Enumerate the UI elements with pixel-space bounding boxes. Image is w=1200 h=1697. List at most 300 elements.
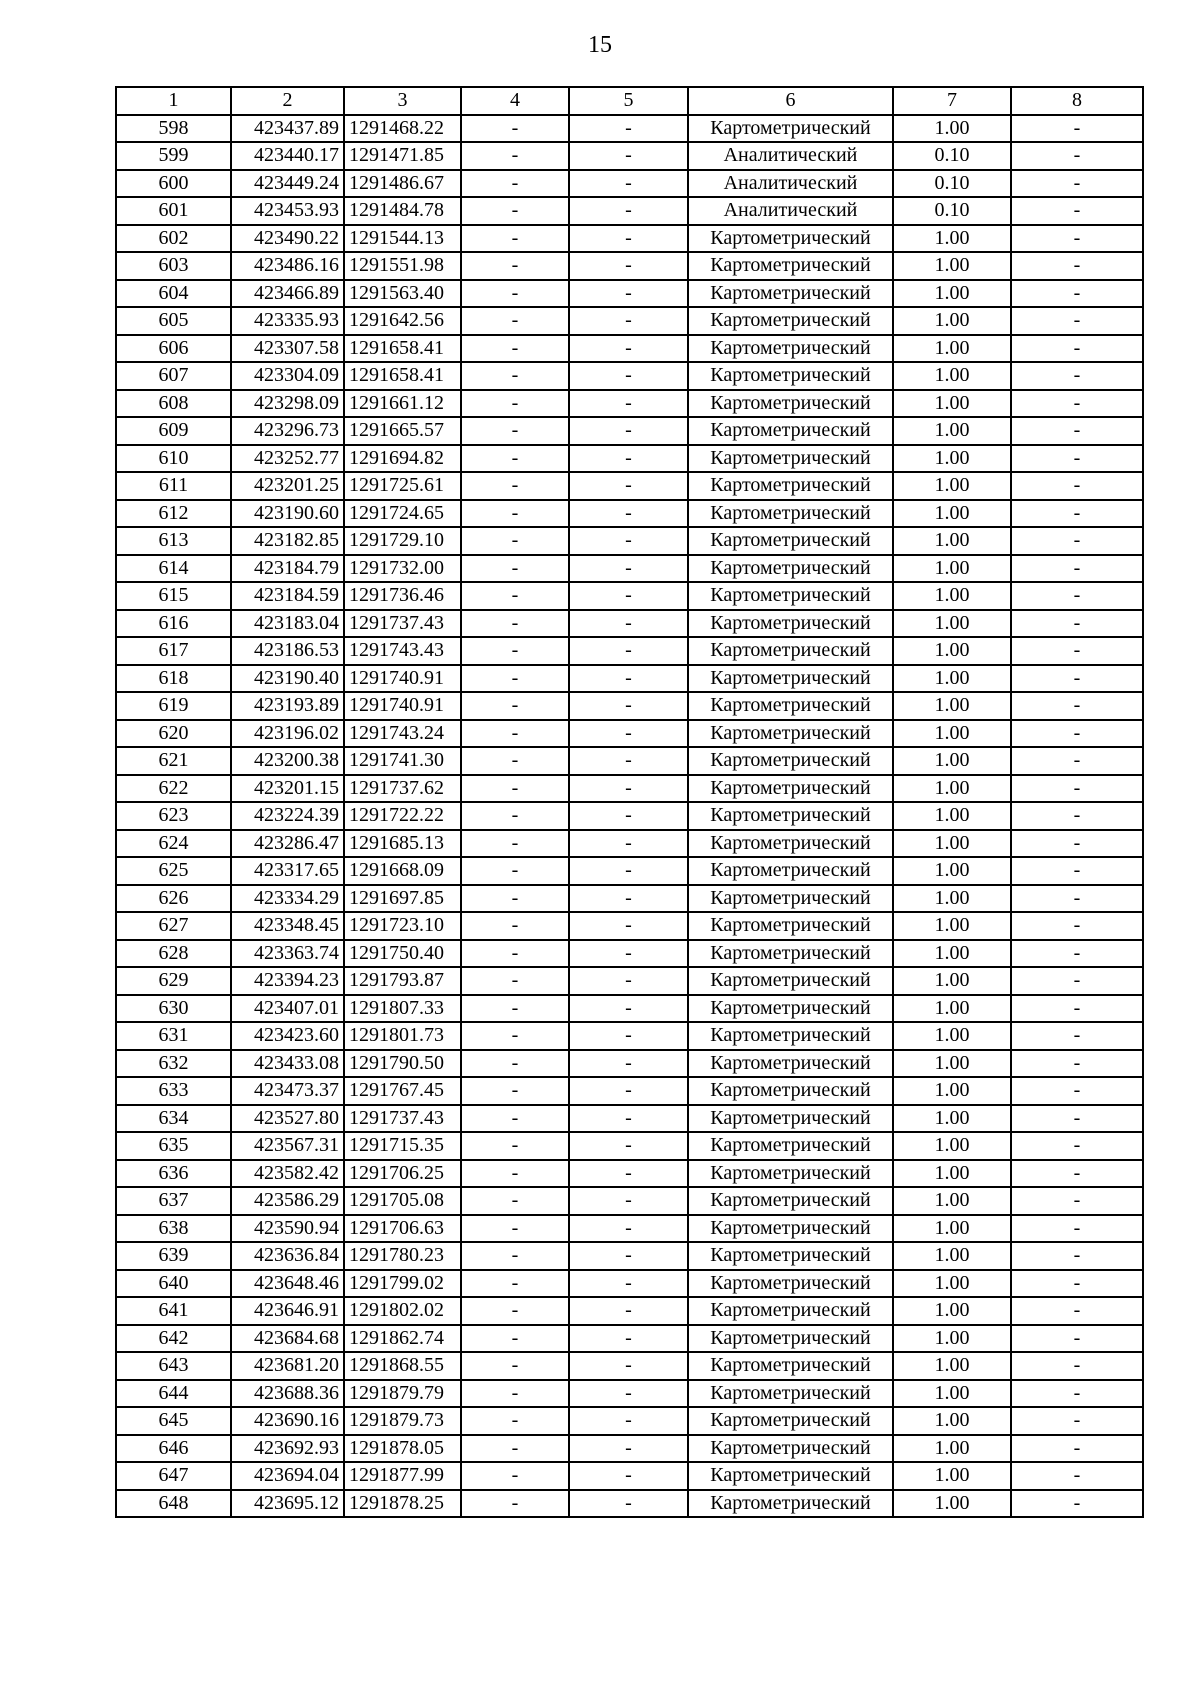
column-5-cell: -	[569, 1160, 688, 1188]
accuracy-cell: 1.00	[893, 665, 1011, 693]
column-4-cell: -	[461, 1297, 569, 1325]
column-5-cell: -	[569, 417, 688, 445]
column-4-cell: -	[461, 170, 569, 198]
x-coordinate-cell: 423681.20	[231, 1352, 344, 1380]
point-number-cell: 633	[116, 1077, 231, 1105]
point-number-cell: 646	[116, 1435, 231, 1463]
accuracy-cell: 1.00	[893, 252, 1011, 280]
method-cell: Картометрический	[688, 720, 893, 748]
x-coordinate-cell: 423298.09	[231, 390, 344, 418]
accuracy-cell: 1.00	[893, 390, 1011, 418]
y-coordinate-cell: 1291484.78	[344, 197, 461, 225]
method-cell: Картометрический	[688, 1187, 893, 1215]
column-4-cell: -	[461, 252, 569, 280]
x-coordinate-cell: 423307.58	[231, 335, 344, 363]
column-8-cell: -	[1011, 115, 1143, 143]
column-5-cell: -	[569, 362, 688, 390]
method-cell: Картометрический	[688, 995, 893, 1023]
method-cell: Картометрический	[688, 115, 893, 143]
table-row	[116, 747, 1143, 775]
column-4-cell: -	[461, 582, 569, 610]
x-coordinate-cell: 423190.60	[231, 500, 344, 528]
point-number-cell: 615	[116, 582, 231, 610]
column-5-cell: -	[569, 390, 688, 418]
column-8-cell: -	[1011, 362, 1143, 390]
column-8-cell: -	[1011, 1325, 1143, 1353]
table-row	[116, 1490, 1143, 1518]
column-8-cell: -	[1011, 1050, 1143, 1078]
table-row	[116, 252, 1143, 280]
column-5-cell: -	[569, 1215, 688, 1243]
y-coordinate-cell: 1291563.40	[344, 280, 461, 308]
column-8-cell: -	[1011, 1187, 1143, 1215]
column-8-cell: -	[1011, 637, 1143, 665]
accuracy-cell: 1.00	[893, 967, 1011, 995]
accuracy-cell: 1.00	[893, 885, 1011, 913]
point-number-cell: 623	[116, 802, 231, 830]
accuracy-cell: 1.00	[893, 1407, 1011, 1435]
x-coordinate-cell: 423184.59	[231, 582, 344, 610]
table-body	[116, 115, 1143, 1518]
point-number-cell: 630	[116, 995, 231, 1023]
method-cell: Картометрический	[688, 1105, 893, 1133]
column-4-cell: -	[461, 802, 569, 830]
column-8-cell: -	[1011, 1077, 1143, 1105]
x-coordinate-cell: 423694.04	[231, 1462, 344, 1490]
method-cell: Картометрический	[688, 637, 893, 665]
table-row	[116, 775, 1143, 803]
point-number-cell: 636	[116, 1160, 231, 1188]
column-4-cell: -	[461, 1050, 569, 1078]
column-8-cell: -	[1011, 967, 1143, 995]
column-4-cell: -	[461, 225, 569, 253]
method-cell: Картометрический	[688, 610, 893, 638]
x-coordinate-cell: 423453.93	[231, 197, 344, 225]
column-5-cell: -	[569, 1132, 688, 1160]
table-row	[116, 1325, 1143, 1353]
y-coordinate-cell: 1291725.61	[344, 472, 461, 500]
table-row	[116, 885, 1143, 913]
point-number-cell: 641	[116, 1297, 231, 1325]
column-4-cell: -	[461, 390, 569, 418]
page-number: 15	[588, 32, 612, 58]
x-coordinate-cell: 423433.08	[231, 1050, 344, 1078]
column-5-cell: -	[569, 747, 688, 775]
table-row	[116, 830, 1143, 858]
column-8-cell: -	[1011, 802, 1143, 830]
y-coordinate-cell: 1291551.98	[344, 252, 461, 280]
method-cell: Картометрический	[688, 1022, 893, 1050]
x-coordinate-cell: 423567.31	[231, 1132, 344, 1160]
column-5-cell: -	[569, 940, 688, 968]
y-coordinate-cell: 1291750.40	[344, 940, 461, 968]
column-8-cell: -	[1011, 1297, 1143, 1325]
column-8-cell: -	[1011, 885, 1143, 913]
x-coordinate-cell: 423296.73	[231, 417, 344, 445]
accuracy-cell: 1.00	[893, 1050, 1011, 1078]
y-coordinate-cell: 1291740.91	[344, 692, 461, 720]
column-8-cell: -	[1011, 417, 1143, 445]
point-number-cell: 635	[116, 1132, 231, 1160]
accuracy-cell: 1.00	[893, 995, 1011, 1023]
column-5-cell: -	[569, 1435, 688, 1463]
y-coordinate-cell: 1291780.23	[344, 1242, 461, 1270]
column-4-cell: -	[461, 967, 569, 995]
y-coordinate-cell: 1291743.43	[344, 637, 461, 665]
column-4-cell: -	[461, 720, 569, 748]
point-number-cell: 624	[116, 830, 231, 858]
x-coordinate-cell: 423466.89	[231, 280, 344, 308]
x-coordinate-cell: 423286.47	[231, 830, 344, 858]
table-row	[116, 280, 1143, 308]
y-coordinate-cell: 1291661.12	[344, 390, 461, 418]
column-4-cell: -	[461, 665, 569, 693]
column-4-cell: -	[461, 1160, 569, 1188]
column-5-cell: -	[569, 692, 688, 720]
column-4-cell: -	[461, 1380, 569, 1408]
point-number-cell: 621	[116, 747, 231, 775]
accuracy-cell: 1.00	[893, 1270, 1011, 1298]
point-number-cell: 614	[116, 555, 231, 583]
x-coordinate-cell: 423252.77	[231, 445, 344, 473]
x-coordinate-cell: 423582.42	[231, 1160, 344, 1188]
method-cell: Картометрический	[688, 747, 893, 775]
x-coordinate-cell: 423183.04	[231, 610, 344, 638]
x-coordinate-cell: 423407.01	[231, 995, 344, 1023]
method-cell: Картометрический	[688, 1352, 893, 1380]
column-4-cell: -	[461, 1077, 569, 1105]
column-5-cell: -	[569, 802, 688, 830]
column-5-cell: -	[569, 225, 688, 253]
method-cell: Картометрический	[688, 802, 893, 830]
column-8-cell: -	[1011, 472, 1143, 500]
column-5-cell: -	[569, 335, 688, 363]
x-coordinate-cell: 423394.23	[231, 967, 344, 995]
point-number-cell: 639	[116, 1242, 231, 1270]
accuracy-cell: 1.00	[893, 1380, 1011, 1408]
column-8-cell: -	[1011, 995, 1143, 1023]
column-8-cell: -	[1011, 335, 1143, 363]
column-4-cell: -	[461, 1132, 569, 1160]
accuracy-cell: 1.00	[893, 912, 1011, 940]
column-4-cell: -	[461, 1435, 569, 1463]
y-coordinate-cell: 1291544.13	[344, 225, 461, 253]
column-4-cell: -	[461, 1490, 569, 1518]
header-cell: 8	[1011, 87, 1143, 115]
column-4-cell: -	[461, 912, 569, 940]
method-cell: Картометрический	[688, 1297, 893, 1325]
column-5-cell: -	[569, 555, 688, 583]
x-coordinate-cell: 423440.17	[231, 142, 344, 170]
header-cell: 5	[569, 87, 688, 115]
point-number-cell: 612	[116, 500, 231, 528]
table-row	[116, 1077, 1143, 1105]
point-number-cell: 640	[116, 1270, 231, 1298]
column-5-cell: -	[569, 1380, 688, 1408]
point-number-cell: 608	[116, 390, 231, 418]
method-cell: Картометрический	[688, 1435, 893, 1463]
method-cell: Картометрический	[688, 1407, 893, 1435]
method-cell: Картометрический	[688, 280, 893, 308]
accuracy-cell: 1.00	[893, 692, 1011, 720]
y-coordinate-cell: 1291729.10	[344, 527, 461, 555]
column-5-cell: -	[569, 775, 688, 803]
point-number-cell: 603	[116, 252, 231, 280]
column-4-cell: -	[461, 555, 569, 583]
x-coordinate-cell: 423648.46	[231, 1270, 344, 1298]
x-coordinate-cell: 423646.91	[231, 1297, 344, 1325]
point-number-cell: 629	[116, 967, 231, 995]
accuracy-cell: 1.00	[893, 225, 1011, 253]
x-coordinate-cell: 423690.16	[231, 1407, 344, 1435]
x-coordinate-cell: 423636.84	[231, 1242, 344, 1270]
accuracy-cell: 1.00	[893, 307, 1011, 335]
y-coordinate-cell: 1291668.09	[344, 857, 461, 885]
accuracy-cell: 1.00	[893, 802, 1011, 830]
table-row	[116, 1380, 1143, 1408]
table-row	[116, 115, 1143, 143]
column-8-cell: -	[1011, 1435, 1143, 1463]
column-5-cell: -	[569, 967, 688, 995]
table-row	[116, 500, 1143, 528]
y-coordinate-cell: 1291790.50	[344, 1050, 461, 1078]
column-4-cell: -	[461, 115, 569, 143]
column-8-cell: -	[1011, 1105, 1143, 1133]
column-8-cell: -	[1011, 692, 1143, 720]
y-coordinate-cell: 1291706.25	[344, 1160, 461, 1188]
column-4-cell: -	[461, 610, 569, 638]
column-5-cell: -	[569, 582, 688, 610]
table-row	[116, 1050, 1143, 1078]
table-row	[116, 1022, 1143, 1050]
point-number-cell: 625	[116, 857, 231, 885]
column-4-cell: -	[461, 527, 569, 555]
table-row	[116, 1132, 1143, 1160]
column-4-cell: -	[461, 775, 569, 803]
column-4-cell: -	[461, 857, 569, 885]
column-4-cell: -	[461, 1270, 569, 1298]
table-row	[116, 417, 1143, 445]
method-cell: Картометрический	[688, 830, 893, 858]
method-cell: Картометрический	[688, 417, 893, 445]
y-coordinate-cell: 1291879.73	[344, 1407, 461, 1435]
header-row	[116, 87, 1143, 115]
x-coordinate-cell: 423184.79	[231, 555, 344, 583]
accuracy-cell: 1.00	[893, 610, 1011, 638]
y-coordinate-cell: 1291737.62	[344, 775, 461, 803]
method-cell: Картометрический	[688, 665, 893, 693]
accuracy-cell: 1.00	[893, 1215, 1011, 1243]
column-8-cell: -	[1011, 720, 1143, 748]
table-row	[116, 720, 1143, 748]
table-row	[116, 582, 1143, 610]
column-8-cell: -	[1011, 280, 1143, 308]
point-number-cell: 617	[116, 637, 231, 665]
table-header	[116, 87, 1143, 115]
accuracy-cell: 1.00	[893, 940, 1011, 968]
accuracy-cell: 1.00	[893, 1297, 1011, 1325]
x-coordinate-cell: 423190.40	[231, 665, 344, 693]
x-coordinate-cell: 423586.29	[231, 1187, 344, 1215]
column-5-cell: -	[569, 115, 688, 143]
accuracy-cell: 1.00	[893, 1187, 1011, 1215]
table-row	[116, 1242, 1143, 1270]
point-number-cell: 627	[116, 912, 231, 940]
method-cell: Картометрический	[688, 472, 893, 500]
column-8-cell: -	[1011, 500, 1143, 528]
y-coordinate-cell: 1291468.22	[344, 115, 461, 143]
method-cell: Картометрический	[688, 527, 893, 555]
column-5-cell: -	[569, 500, 688, 528]
x-coordinate-cell: 423449.24	[231, 170, 344, 198]
y-coordinate-cell: 1291706.63	[344, 1215, 461, 1243]
y-coordinate-cell: 1291767.45	[344, 1077, 461, 1105]
column-5-cell: -	[569, 912, 688, 940]
accuracy-cell: 1.00	[893, 472, 1011, 500]
column-5-cell: -	[569, 720, 688, 748]
y-coordinate-cell: 1291737.43	[344, 1105, 461, 1133]
method-cell: Аналитический	[688, 170, 893, 198]
x-coordinate-cell: 423335.93	[231, 307, 344, 335]
point-number-cell: 622	[116, 775, 231, 803]
x-coordinate-cell: 423486.16	[231, 252, 344, 280]
accuracy-cell: 1.00	[893, 362, 1011, 390]
y-coordinate-cell: 1291793.87	[344, 967, 461, 995]
point-number-cell: 600	[116, 170, 231, 198]
column-8-cell: -	[1011, 527, 1143, 555]
x-coordinate-cell: 423695.12	[231, 1490, 344, 1518]
x-coordinate-cell: 423196.02	[231, 720, 344, 748]
column-5-cell: -	[569, 995, 688, 1023]
point-number-cell: 618	[116, 665, 231, 693]
method-cell: Картометрический	[688, 335, 893, 363]
accuracy-cell: 1.00	[893, 115, 1011, 143]
column-4-cell: -	[461, 1407, 569, 1435]
column-8-cell: -	[1011, 665, 1143, 693]
column-5-cell: -	[569, 252, 688, 280]
method-cell: Картометрический	[688, 1380, 893, 1408]
column-8-cell: -	[1011, 170, 1143, 198]
table-row	[116, 802, 1143, 830]
column-5-cell: -	[569, 197, 688, 225]
column-8-cell: -	[1011, 747, 1143, 775]
point-number-cell: 606	[116, 335, 231, 363]
method-cell: Картометрический	[688, 252, 893, 280]
table-row	[116, 1462, 1143, 1490]
y-coordinate-cell: 1291802.02	[344, 1297, 461, 1325]
column-5-cell: -	[569, 1297, 688, 1325]
point-number-cell: 631	[116, 1022, 231, 1050]
column-5-cell: -	[569, 1050, 688, 1078]
x-coordinate-cell: 423224.39	[231, 802, 344, 830]
column-8-cell: -	[1011, 940, 1143, 968]
point-number-cell: 643	[116, 1352, 231, 1380]
column-4-cell: -	[461, 417, 569, 445]
column-4-cell: -	[461, 472, 569, 500]
column-5-cell: -	[569, 1407, 688, 1435]
header-cell: 6	[688, 87, 893, 115]
column-5-cell: -	[569, 170, 688, 198]
column-8-cell: -	[1011, 610, 1143, 638]
point-number-cell: 604	[116, 280, 231, 308]
table-row	[116, 1352, 1143, 1380]
x-coordinate-cell: 423182.85	[231, 527, 344, 555]
method-cell: Картометрический	[688, 1077, 893, 1105]
column-8-cell: -	[1011, 1270, 1143, 1298]
point-number-cell: 634	[116, 1105, 231, 1133]
point-number-cell: 638	[116, 1215, 231, 1243]
column-5-cell: -	[569, 1325, 688, 1353]
point-number-cell: 647	[116, 1462, 231, 1490]
table-row	[116, 527, 1143, 555]
column-8-cell: -	[1011, 1160, 1143, 1188]
method-cell: Картометрический	[688, 500, 893, 528]
column-5-cell: -	[569, 665, 688, 693]
column-4-cell: -	[461, 1352, 569, 1380]
method-cell: Картометрический	[688, 1050, 893, 1078]
method-cell: Картометрический	[688, 775, 893, 803]
table-row	[116, 472, 1143, 500]
method-cell: Аналитический	[688, 142, 893, 170]
column-5-cell: -	[569, 142, 688, 170]
point-number-cell: 611	[116, 472, 231, 500]
accuracy-cell: 1.00	[893, 417, 1011, 445]
column-4-cell: -	[461, 940, 569, 968]
y-coordinate-cell: 1291862.74	[344, 1325, 461, 1353]
accuracy-cell: 1.00	[893, 1242, 1011, 1270]
table-row	[116, 555, 1143, 583]
table-row	[116, 142, 1143, 170]
column-5-cell: -	[569, 610, 688, 638]
column-8-cell: -	[1011, 555, 1143, 583]
accuracy-cell: 1.00	[893, 1490, 1011, 1518]
y-coordinate-cell: 1291486.67	[344, 170, 461, 198]
accuracy-cell: 1.00	[893, 445, 1011, 473]
accuracy-cell: 1.00	[893, 747, 1011, 775]
column-5-cell: -	[569, 857, 688, 885]
column-4-cell: -	[461, 197, 569, 225]
x-coordinate-cell: 423688.36	[231, 1380, 344, 1408]
x-coordinate-cell: 423527.80	[231, 1105, 344, 1133]
column-8-cell: -	[1011, 307, 1143, 335]
method-cell: Картометрический	[688, 445, 893, 473]
x-coordinate-cell: 423193.89	[231, 692, 344, 720]
method-cell: Картометрический	[688, 1490, 893, 1518]
accuracy-cell: 0.10	[893, 142, 1011, 170]
y-coordinate-cell: 1291697.85	[344, 885, 461, 913]
point-number-cell: 645	[116, 1407, 231, 1435]
method-cell: Картометрический	[688, 555, 893, 583]
table-row	[116, 610, 1143, 638]
column-8-cell: -	[1011, 1490, 1143, 1518]
column-5-cell: -	[569, 1490, 688, 1518]
x-coordinate-cell: 423348.45	[231, 912, 344, 940]
column-8-cell: -	[1011, 390, 1143, 418]
accuracy-cell: 1.00	[893, 720, 1011, 748]
method-cell: Картометрический	[688, 885, 893, 913]
y-coordinate-cell: 1291715.35	[344, 1132, 461, 1160]
y-coordinate-cell: 1291722.22	[344, 802, 461, 830]
column-5-cell: -	[569, 527, 688, 555]
x-coordinate-cell: 423201.25	[231, 472, 344, 500]
accuracy-cell: 1.00	[893, 1077, 1011, 1105]
accuracy-cell: 1.00	[893, 582, 1011, 610]
accuracy-cell: 1.00	[893, 500, 1011, 528]
x-coordinate-cell: 423590.94	[231, 1215, 344, 1243]
column-4-cell: -	[461, 637, 569, 665]
table-row	[116, 1160, 1143, 1188]
x-coordinate-cell: 423317.65	[231, 857, 344, 885]
